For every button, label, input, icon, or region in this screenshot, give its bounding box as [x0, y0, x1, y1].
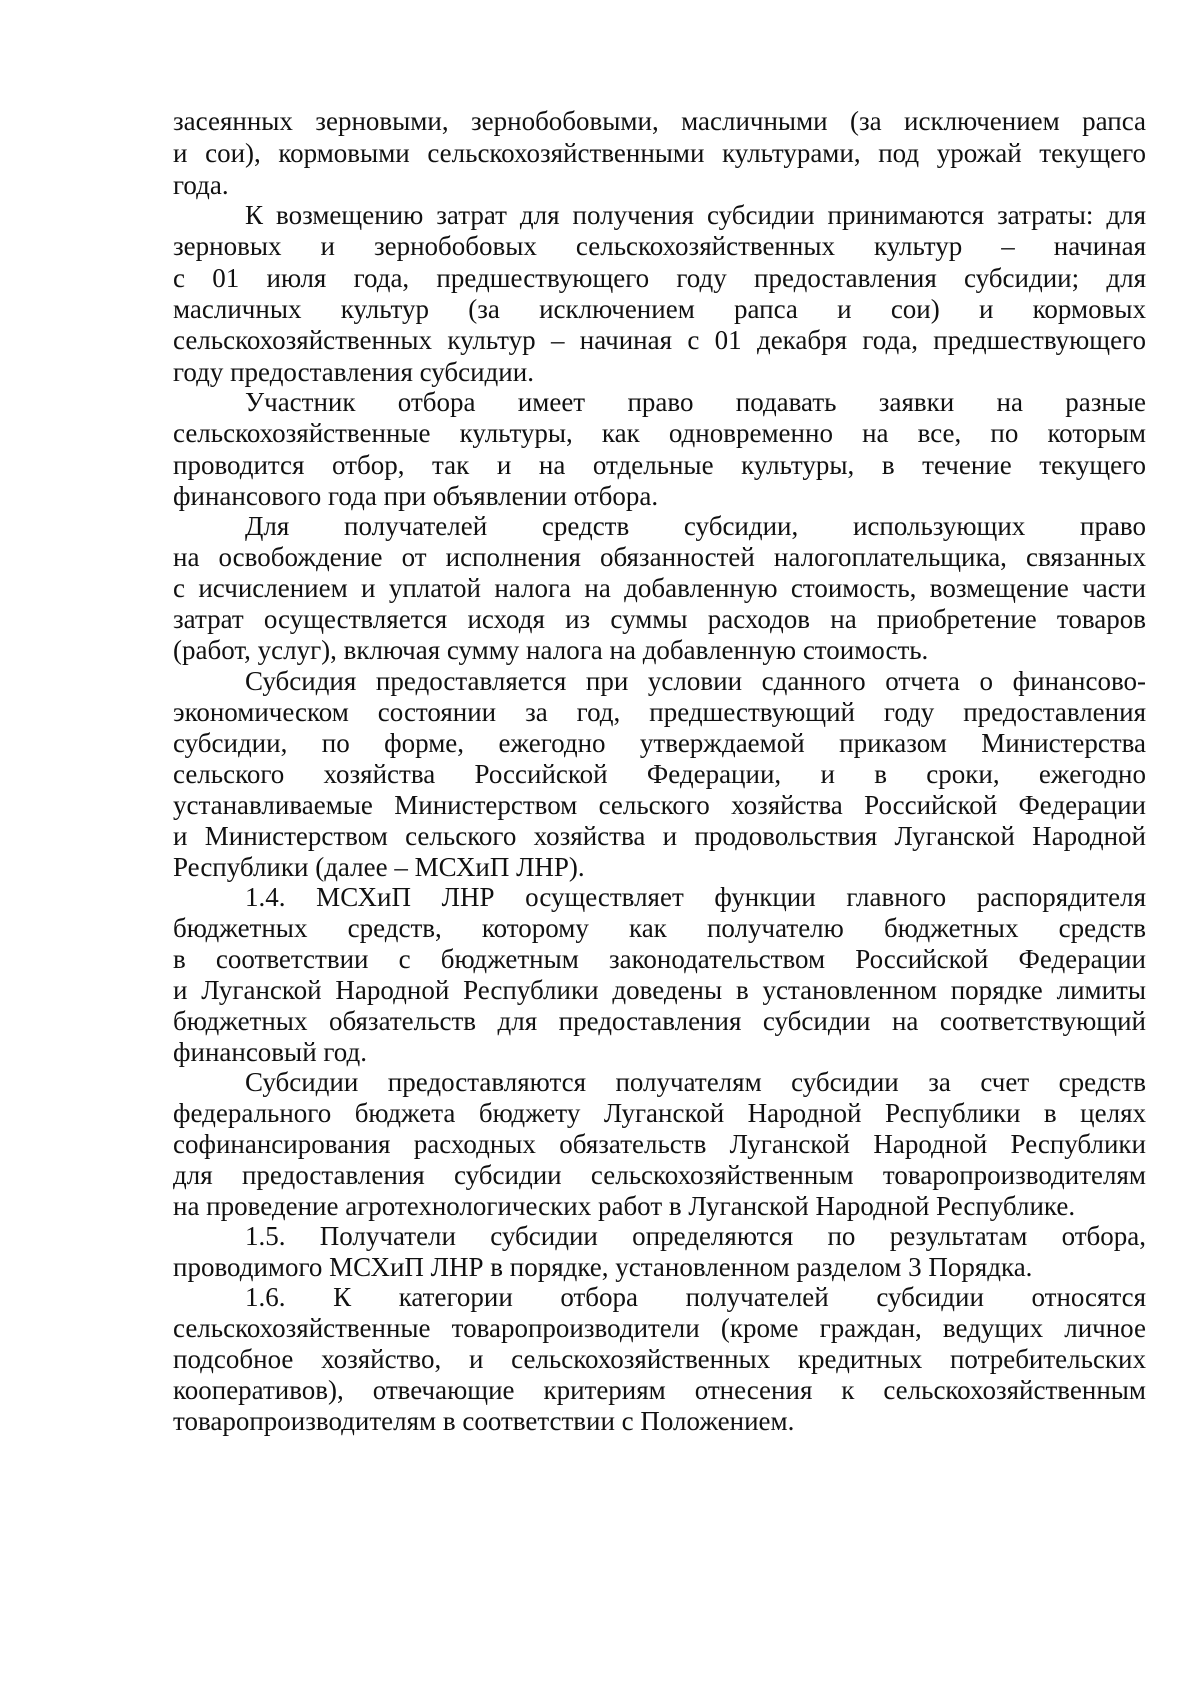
- text-line: на освобождение от исполнения обязанностей налогоплательщика, связанных: [173, 542, 1146, 572]
- text-line: 1.5. Получатели субсидии определяются по результатам отбора,: [245, 1221, 1146, 1251]
- text-line: сельскохозяйственные культуры, как одновременно на все, по которым: [173, 418, 1146, 448]
- text-line: на проведение агротехнологических работ в Луганской Народной Республике.: [173, 1191, 1076, 1221]
- text-line: Для получателей средств субсидии, использующих право: [245, 511, 1146, 541]
- text-line: Участник отбора имеет право подавать заявки на разные: [245, 387, 1146, 417]
- text-line: проводимого МСХиП ЛНР в порядке, установленном разделом 3 Порядка.: [173, 1252, 1033, 1282]
- text-line: зерновых и зернобобовых сельскохозяйственных культур – начиная: [173, 231, 1146, 261]
- text-line: финансового года при объявлении отбора.: [173, 481, 659, 511]
- text-line: и Министерством сельского хозяйства и продовольствия Луганской Народной: [173, 821, 1146, 851]
- text-line: Субсидии предоставляются получателям субсидии за счет средств: [245, 1067, 1146, 1097]
- text-line: с 01 июля года, предшествующего году предоставления субсидии; для: [173, 263, 1146, 293]
- text-line: года.: [173, 170, 229, 200]
- text-line: экономическом состоянии за год, предшествующий году предоставления: [173, 697, 1146, 727]
- text-line: субсидии, по форме, ежегодно утверждаемой приказом Министерства: [173, 728, 1146, 758]
- text-line: софинансирования расходных обязательств Луганской Народной Республики: [173, 1129, 1146, 1159]
- text-line: и Луганской Народной Республики доведены в установленном порядке лимиты: [173, 975, 1146, 1005]
- text-line: засеянных зерновыми, зернобобовыми, масличными (за исключением рапса: [173, 106, 1146, 136]
- text-line: проводится отбор, так и на отдельные культуры, в течение текущего: [173, 450, 1146, 480]
- text-line: К возмещению затрат для получения субсидии принимаются затраты: для: [245, 200, 1146, 230]
- text-line: Республики (далее – МСХиП ЛНР).: [173, 852, 585, 882]
- text-line: с исчислением и уплатой налога на добавленную стоимость, возмещение части: [173, 573, 1146, 603]
- text-line: бюджетных обязательств для предоставления субсидии на соответствующий: [173, 1006, 1146, 1036]
- text-line: кооперативов), отвечающие критериям отнесения к сельскохозяйственным: [173, 1375, 1146, 1405]
- text-line: 1.4. МСХиП ЛНР осуществляет функции главного распорядителя: [245, 882, 1146, 912]
- text-line: затрат осуществляется исходя из суммы расходов на приобретение товаров: [173, 604, 1146, 634]
- text-line: и сои), кормовыми сельскохозяйственными культурами, под урожай текущего: [173, 138, 1146, 168]
- text-line: подсобное хозяйство, и сельскохозяйственных кредитных потребительских: [173, 1344, 1146, 1374]
- text-line: 1.6. К категории отбора получателей субсидии относятся: [245, 1282, 1146, 1312]
- text-line: устанавливаемые Министерством сельского хозяйства Российской Федерации: [173, 790, 1146, 820]
- text-line: для предоставления субсидии сельскохозяйственным товаропроизводителям: [173, 1160, 1146, 1190]
- text-line: сельскохозяйственных культур – начиная с 01 декабря года, предшествующего: [173, 325, 1146, 355]
- text-line: финансовый год.: [173, 1037, 368, 1067]
- text-line: товаропроизводителям в соответствии с Положением.: [173, 1406, 795, 1436]
- text-line: (работ, услуг), включая сумму налога на добавленную стоимость.: [173, 635, 929, 665]
- text-line: году предоставления субсидии.: [173, 357, 534, 387]
- text-line: бюджетных средств, которому как получателю бюджетных средств: [173, 913, 1146, 943]
- text-line: масличных культур (за исключением рапса и сои) и кормовых: [173, 294, 1146, 324]
- text-line: Субсидия предоставляется при условии сданного отчета о финансово-: [245, 666, 1146, 696]
- text-line: федерального бюджета бюджету Луганской Народной Республики в целях: [173, 1098, 1146, 1128]
- text-line: в соответствии с бюджетным законодательством Российской Федерации: [173, 944, 1146, 974]
- text-line: сельского хозяйства Российской Федерации, и в сроки, ежегодно: [173, 759, 1146, 789]
- text-line: сельскохозяйственные товаропроизводители (кроме граждан, ведущих личное: [173, 1313, 1146, 1343]
